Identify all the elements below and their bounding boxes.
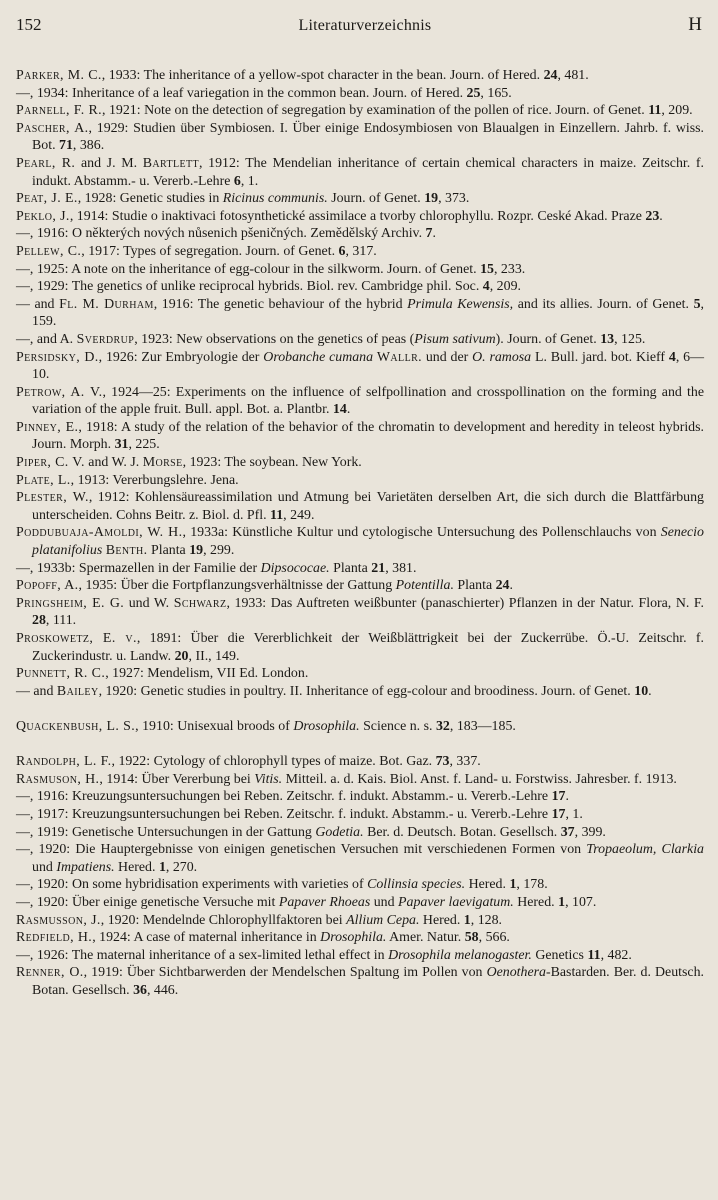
author-name: Parker, M. C. <box>16 68 102 83</box>
citation-text: , 1912: Kohlensäureassimilation und Atmung bei Varietäten derselben Art, die sich durch die Blattfärbung unterscheiden. Cohns Beitr. z. Biol. d. Pfl. <box>32 490 704 523</box>
citation-text: , 1912: The Mendelian inheritance of certain chemical characters in maize. Zeitschr. f. indukt. Abstamm.- u. Vererb.-Lehre <box>32 155 704 189</box>
citation-text: , 1926: Zur Embryologie der <box>98 349 264 365</box>
author-name: Pearl, R. <box>16 155 76 171</box>
volume-number: 17 <box>551 789 566 805</box>
volume-number: 32 <box>435 718 450 734</box>
volume-number: 13 <box>600 331 615 347</box>
citation-text: , 446. <box>146 982 179 998</box>
bibliography-entry <box>16 718 704 736</box>
citation-text: , 1920: Genetic studies in poultry. II. Inheritance of egg-colour and broodiness. Journ. of Genet. <box>98 683 635 699</box>
author-name: Parnell, F. R. <box>16 103 103 119</box>
citation-text: -Bastarden. Ber. d. Deutsch. Botan. Gesellsch. <box>32 965 704 998</box>
citation-text: Science n. s. <box>359 718 436 734</box>
citation-text: , 481. <box>557 68 589 83</box>
citation-text: Genetics <box>531 947 588 963</box>
author-name: Bartlett <box>142 155 200 171</box>
volume-number: 17 <box>551 806 566 822</box>
author-name: Peklo, J. <box>16 208 70 224</box>
volume-number: 1 <box>509 877 517 893</box>
page-number: 152 <box>16 15 42 34</box>
volume-number: 4 <box>482 279 490 295</box>
citation-text: , 317. <box>345 243 377 259</box>
italic-title: O. ramosa <box>472 349 532 365</box>
bibliography-entry <box>16 278 704 296</box>
volume-number: 11 <box>270 507 284 523</box>
citation-text: —, 1916: Kreuzungsuntersuchungen bei Reben. Zeitschr. f. indukt. Abstamm.- u. Vererb.-Lehre <box>16 789 552 805</box>
citation-text: Hered. <box>513 894 559 910</box>
volume-number: 14 <box>332 402 347 418</box>
author-name: Popoff, A. <box>16 578 79 594</box>
volume-number: 19 <box>424 191 439 207</box>
citation-text: Planta <box>453 578 496 594</box>
citation-text: , 270. <box>165 859 198 875</box>
citation-text: Hered. <box>114 859 159 875</box>
volume-number: 73 <box>435 754 450 770</box>
citation-text: , 1927: Mendelism, VII Ed. London. <box>105 666 309 682</box>
bibliography-entry <box>16 788 704 806</box>
bibliography-entry <box>16 120 704 155</box>
bibliography-entry <box>16 384 704 419</box>
volume-number: 1 <box>158 859 166 875</box>
italic-title: Drosophila melanogaster. <box>388 947 532 963</box>
italic-title: Allium Cepa. <box>346 912 420 928</box>
italic-title: Ricinus communis. <box>222 191 328 207</box>
citation-text: —, 1917: Kreuzungsuntersuchungen bei Reben. Zeitschr. f. indukt. Abstamm.- u. Vererb.-Lehre <box>16 806 552 822</box>
bibliography-entry <box>16 894 704 912</box>
volume-number: 31 <box>114 437 129 453</box>
citation-text: , 566. <box>478 930 510 946</box>
citation-text: , 386. <box>72 138 105 154</box>
author-name: Peat, J. E. <box>16 191 78 207</box>
citation-text: , 159. <box>32 296 704 330</box>
bibliography-entry <box>16 524 704 559</box>
citation-text: —, 1925: A note on the inheritance of egg-colour in the silkworm. Journ. of Genet. <box>16 261 481 277</box>
bibliography-entry <box>16 85 704 103</box>
author-name: Persidsky, D. <box>16 349 99 365</box>
citation-text: , 482. <box>600 947 632 963</box>
bibliography-entry <box>16 929 704 947</box>
bibliography-entry <box>16 630 704 665</box>
bibliography-entry <box>16 472 704 490</box>
author-name: Rasmusson, J. <box>16 912 101 928</box>
volume-number: 4 <box>668 349 676 365</box>
author-name: Fl. M. Durham <box>59 296 154 312</box>
author-name: Plester, W. <box>16 490 89 506</box>
volume-number: 19 <box>189 543 204 559</box>
bibliography-entry <box>16 489 704 524</box>
volume-number: 21 <box>371 560 386 576</box>
citation-text: —, 1929: The genetics of unlike reciprocal hybrids. Biol. rev. Cambridge phil. Soc. <box>16 279 483 295</box>
citation-text: Amer. Natur. <box>386 930 465 946</box>
citation-text: , 225. <box>128 437 160 453</box>
citation-text: , 107. <box>565 894 597 910</box>
author-name: Rasmuson, H. <box>16 771 100 787</box>
citation-text: Planta <box>147 543 190 559</box>
volume-number: 11 <box>648 103 662 119</box>
author-name: Pellew, C. <box>16 243 82 259</box>
citation-text: und <box>32 859 57 875</box>
author-name: Petrow, A. V. <box>16 384 103 400</box>
volume-number: 6 <box>338 243 346 259</box>
author-name: Benth. <box>105 543 148 559</box>
bibliography-entry <box>16 190 704 208</box>
citation-text: , 1933a: Künstliche Kultur und cytologische Untersuchung des Pollenschlauchs von <box>182 525 661 541</box>
citation-text: . <box>565 789 569 805</box>
author-name: Punnett, R. C. <box>16 666 106 682</box>
bibliography-entry <box>16 296 704 331</box>
bibliography-entry <box>16 771 704 789</box>
citation-text: und W. <box>124 595 174 611</box>
author-name: Proskowetz, E. v. <box>16 631 137 646</box>
italic-title: Tropaeolum, Clarkia <box>586 842 704 858</box>
volume-number: 36 <box>133 982 147 998</box>
citation-text: , 381. <box>385 560 417 576</box>
volume-number: 25 <box>466 85 481 101</box>
author-name: Renner, O. <box>16 965 84 981</box>
citation-text: , 1916: The genetic behaviour of the hybrid <box>153 296 408 312</box>
bibliography-entry <box>16 454 704 472</box>
italic-title: Drosophila. <box>320 930 387 946</box>
italic-title: Papaver Rhoeas <box>278 894 371 910</box>
author-name: Schwarz <box>173 595 227 611</box>
volume-number: 11 <box>587 947 601 963</box>
italic-title: Vitis. <box>254 771 283 787</box>
citation-text: and its allies. Journ. of Genet. <box>513 296 694 312</box>
volume-number: 71 <box>59 138 73 154</box>
citation-text: . <box>346 402 351 418</box>
citation-text: , II., 149. <box>188 648 240 664</box>
italic-title: Impatiens. <box>56 859 115 875</box>
citation-text: —, 1933b: Spermazellen in der Familie der <box>16 560 261 576</box>
author-name: Quackenbush, L. S. <box>16 718 136 734</box>
bibliography-entry <box>16 964 704 999</box>
citation-text: , 399. <box>574 824 606 840</box>
citation-text: , 209. <box>489 279 521 295</box>
citation-text: , 1928: Genetic studies in <box>77 191 223 207</box>
citation-text: Hered. <box>419 912 464 928</box>
author-name: Plate, L. <box>16 472 71 488</box>
author-name: Wallr. <box>376 349 423 365</box>
author-name: Randolph, L. F. <box>16 754 112 770</box>
volume-number: 24 <box>495 578 510 594</box>
citation-text: , 1924—25: Experiments on the influence of selfpollination and crosspollination on the forming and the variation of the apple fruit. Bull. appl. Bot. a. Plantbr. <box>32 384 704 418</box>
volume-number: 6 <box>233 173 241 189</box>
citation-text: , 178. <box>516 877 548 893</box>
author-name: Poddubuaja-Amoldi, W. H. <box>16 525 183 541</box>
citation-text: , 1923: New observations on the genetics of peas ( <box>134 331 415 347</box>
citation-text: , 183—185. <box>449 718 516 734</box>
citation-text: und <box>370 894 399 910</box>
italic-title: Senecio platanifolius <box>32 525 704 559</box>
citation-text: —, 1920: Über einige genetische Versuche mit <box>16 894 279 910</box>
volume-number: 15 <box>480 261 494 277</box>
citation-text: , 299. <box>203 543 235 559</box>
citation-text: , 1923: The soybean. New York. <box>182 455 362 471</box>
citation-text: , 1933: The inheritance of a yellow-spot character in the bean. Journ. of Hered. <box>101 68 544 83</box>
bibliography-entry <box>16 577 704 595</box>
author-name: Sverdrup <box>76 331 135 347</box>
bibliography-entry <box>16 824 704 842</box>
citation-text: —, and A. <box>16 331 77 347</box>
citation-text: , 1935: Über die Fortpflanzungsverhältnisse der Gattung <box>78 578 396 594</box>
citation-text: , 6—10. <box>32 349 704 383</box>
italic-title: Papaver laevigatum. <box>398 894 514 910</box>
citation-text: , 1917: Types of segregation. Journ. of Genet. <box>81 243 339 259</box>
bibliography-entry <box>16 225 704 243</box>
citation-text: , 1914: Über Vererbung bei <box>99 771 255 787</box>
italic-title: Oenothera <box>486 965 546 981</box>
citation-text: , 249. <box>283 507 315 523</box>
bibliography-entry <box>16 155 704 190</box>
bibliography-entry <box>16 331 704 349</box>
bibliography-entry <box>16 665 704 683</box>
citation-text: , 373. <box>438 191 470 207</box>
citation-text: , 1891: Über die Vererblichkeit der Weißblättrigkeit bei der Zuckerrübe. Ö.-U. Zeitschr. f. Zuckerindustr. u. Landw. <box>32 631 704 664</box>
bibliography-entry <box>16 243 704 261</box>
author-name: Redfield, H. <box>16 930 93 946</box>
citation-text: , 1918: A study of the relation of the behavior of the chromatin to development and heredity in teleost hybrids. Journ. Morph. <box>32 419 705 453</box>
citation-text: —, 1934: Inheritance of a leaf variegation in the common bean. Journ. of Hered. <box>16 85 467 101</box>
citation-text: —, 1916: O některých nových nůsenich pšeničných. Zemědělský Archiv. <box>16 226 426 242</box>
bibliography-entry <box>16 208 704 226</box>
italic-title: Godetia. <box>315 824 364 840</box>
citation-text: and J. M. <box>75 155 143 171</box>
bibliography-entry <box>16 876 704 894</box>
bibliography-entry <box>16 349 704 384</box>
author-name: Bailey <box>56 683 99 699</box>
citation-text: , 1914: Studie o inaktivaci fotosynthetické assimilace a tvorby chlorophyllu. Rozpr. Ceské Akad. Praze <box>69 208 646 224</box>
citation-text: —, 1926: The maternal inheritance of a sex-limited lethal effect in <box>16 947 389 963</box>
citation-text: , 1913: Vererbungslehre. Jena. <box>70 472 239 488</box>
volume-number: 28 <box>32 613 46 629</box>
citation-text: , 1910: Unisexual broods of <box>135 718 294 734</box>
italic-title: Primula Kewensis, <box>407 296 514 312</box>
bibliography-entry <box>16 419 704 454</box>
italic-title: Potentilla. <box>395 578 454 594</box>
volume-number: 10 <box>634 683 649 699</box>
bibliography-entry <box>16 753 704 771</box>
bibliography-list <box>16 67 704 999</box>
author-name: Pinney, E. <box>16 419 79 435</box>
volume-number: 37 <box>560 824 575 840</box>
section-letter: H <box>688 14 702 35</box>
citation-text: , 1919: Über Sichtbarwerden der Mendelschen Spaltung im Pollen von <box>83 965 487 981</box>
bibliography-entry <box>16 947 704 965</box>
volume-number: 5 <box>693 296 701 312</box>
citation-text: . <box>509 578 513 594</box>
citation-text: —, 1920: On some hybridisation experiments with varieties of <box>16 877 368 893</box>
italic-title: Drosophila. <box>293 718 360 734</box>
volume-number: 20 <box>174 648 189 664</box>
bibliography-entry <box>16 806 704 824</box>
citation-text: Planta <box>329 560 372 576</box>
italic-title: Collinsia species. <box>367 877 466 893</box>
citation-text: , 1933: Das Auftreten weißbunter (panaschierter) Pflanzen in der Natur. Flora, N. F. <box>226 595 704 611</box>
citation-text: Mitteil. a. d. Kais. Biol. Anst. f. Land- u. Forstwiss. Jahresber. f. 1913. <box>282 771 677 787</box>
citation-text: , 1929: Studien über Symbiosen. I. Über einige Endosymbiosen von Blaualgen in Einzellern. Jahrb. f. wiss. Bot. <box>32 120 704 154</box>
citation-text: —, 1920: Die Hauptergebnisse von einigen genetischen Versuchen mit verschiedenen Formen von <box>16 842 587 858</box>
citation-text: , 1922: Cytology of chlorophyll types of maize. Bot. Gaz. <box>111 754 436 770</box>
volume-number: 7 <box>425 226 433 242</box>
citation-text: , 111. <box>45 613 77 629</box>
italic-title: Orobanche cumana <box>263 349 374 365</box>
italic-title: Pisum sativum <box>414 331 496 347</box>
author-name: Pascher, A. <box>16 120 89 136</box>
author-name: Pringsheim, E. G. <box>16 595 125 611</box>
bibliography-entry <box>16 560 704 578</box>
citation-text: , 1921: Note on the detection of segregation by examination of the pollen of rice. Journ. of Genet. <box>102 103 649 119</box>
citation-text: . <box>659 208 663 224</box>
page-header <box>16 14 704 37</box>
citation-text: , 1. <box>565 806 583 822</box>
citation-text: , 125. <box>614 331 646 347</box>
author-name: Piper, C. V. <box>16 455 85 471</box>
bibliography-entry <box>16 261 704 279</box>
citation-text: , 233. <box>493 261 526 277</box>
citation-text: L. Bull. jard. bot. Kieff <box>531 349 669 365</box>
volume-number: 1 <box>463 912 471 928</box>
volume-number: 23 <box>645 208 660 224</box>
citation-text: — and <box>16 296 60 312</box>
citation-text: Hered. <box>465 877 510 893</box>
citation-text: , 1920: Mendelnde Chlorophyllfaktoren bei <box>100 912 347 928</box>
citation-text: and W. J. <box>84 455 143 471</box>
italic-title: Dipsococae. <box>260 560 330 576</box>
citation-text: und der <box>422 349 473 365</box>
citation-text: , 128. <box>470 912 503 928</box>
citation-text: , 1924: A case of maternal inheritance in <box>92 930 321 946</box>
bibliography-entry <box>16 595 704 630</box>
running-title: Literaturverzeichnis <box>298 17 432 34</box>
author-name: Morse <box>142 455 183 471</box>
citation-text: Journ. of Genet. <box>327 191 425 207</box>
citation-text: , 1. <box>240 173 259 189</box>
citation-text: —, 1919: Genetische Untersuchungen in der Gattung <box>16 824 316 840</box>
citation-text: . <box>648 683 652 699</box>
volume-number: 24 <box>543 68 558 83</box>
bibliography-entry <box>16 841 704 876</box>
citation-text: , 337. <box>449 754 481 770</box>
volume-number: 58 <box>464 930 479 946</box>
volume-number: 1 <box>558 894 566 910</box>
bibliography-entry <box>16 102 704 120</box>
citation-text: — and <box>16 683 57 699</box>
citation-text: . <box>432 226 436 242</box>
bibliography-entry <box>16 683 704 701</box>
bibliography-entry <box>16 67 704 85</box>
bibliography-entry <box>16 912 704 930</box>
citation-text: Ber. d. Deutsch. Botan. Gesellsch. <box>363 824 561 840</box>
citation-text: ). Journ. of Genet. <box>495 331 601 347</box>
citation-text: , 209. <box>661 103 693 119</box>
citation-text: , 165. <box>480 85 512 101</box>
